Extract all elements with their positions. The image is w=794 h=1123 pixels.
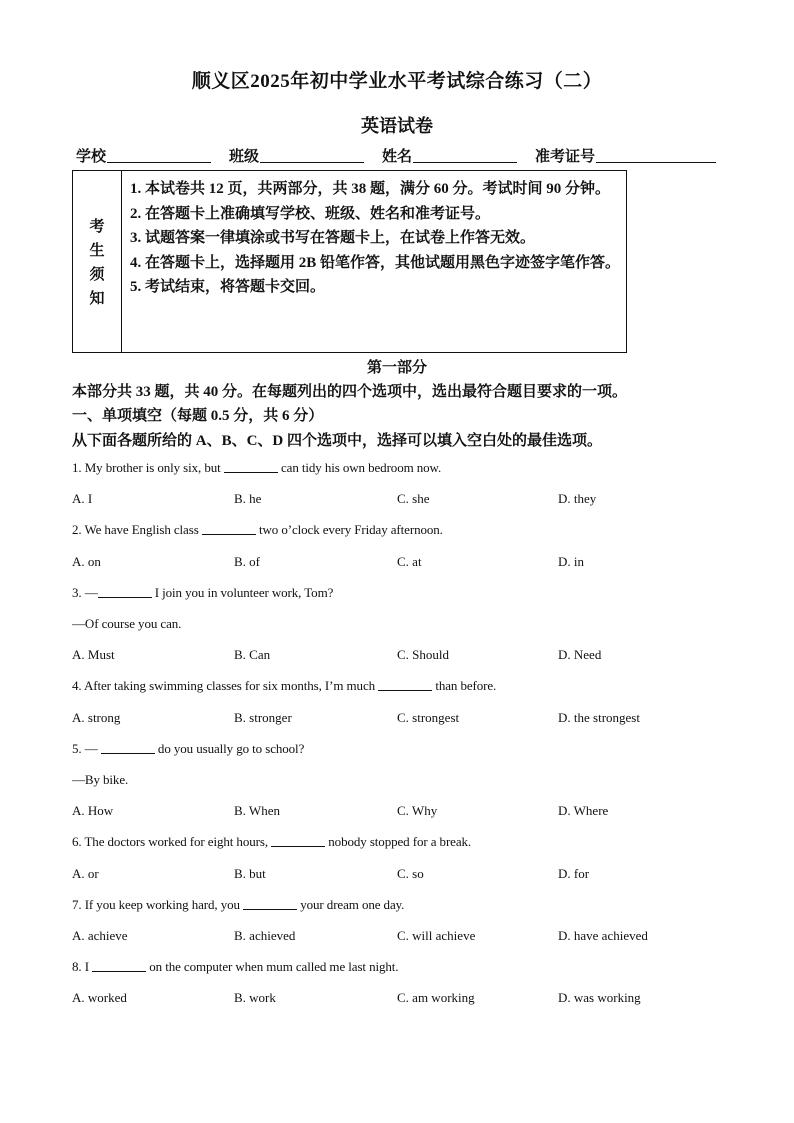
answer-option[interactable]: A. worked [72, 990, 127, 1006]
answer-option[interactable]: A. I [72, 491, 93, 507]
answer-blank [92, 959, 146, 972]
answer-option[interactable]: D. for [558, 865, 590, 881]
student-info-row [76, 145, 726, 167]
answer-blank [224, 460, 278, 473]
question-text: your dream one day. [297, 896, 405, 912]
question-text: 8. I [72, 959, 93, 975]
question-stem [72, 522, 443, 538]
question-text: nobody stopped for a break. [325, 834, 472, 850]
notice-list [130, 177, 622, 300]
part-title: 第一部分 [366, 360, 427, 376]
class-field[interactable] [229, 145, 364, 166]
question-stem [72, 959, 398, 975]
school-blank[interactable] [107, 146, 211, 163]
section-heading: 一、单项填空（每题 0.5 分，共 6 分） [72, 408, 324, 424]
question-text: on the computer when mum called me last night. [146, 959, 399, 975]
answer-option[interactable]: B. he [234, 491, 262, 507]
question-stem [72, 678, 496, 694]
question-text: do you usually go to school? [154, 740, 305, 756]
question-stem [72, 897, 404, 913]
answer-option[interactable]: C. strongest [397, 709, 460, 725]
question-reply [72, 772, 128, 788]
section-instruction: 从下面各题所给的 A、B、C、D 四个选项中，选择可以填入空白处的最佳选项。 [72, 433, 603, 449]
notice-box [72, 170, 627, 353]
notice-heading-char: 生 [89, 243, 105, 259]
notice-item: 3. 试题答案一律填涂或书写在答题卡上，在试卷上作答无效。 [130, 230, 536, 247]
question-stem [72, 741, 304, 757]
answer-option[interactable]: B. of [234, 553, 260, 569]
question-stem [72, 460, 441, 476]
class-blank[interactable] [260, 146, 364, 163]
school-label: 学校 [76, 149, 107, 165]
answer-option[interactable]: A. Must [72, 647, 115, 663]
answer-option[interactable]: C. will achieve [397, 928, 476, 943]
answer-option[interactable]: C. she [397, 491, 430, 507]
answer-option[interactable]: B. but [234, 865, 266, 881]
question-text: —Of course you can. [72, 616, 182, 631]
class-label: 班级 [229, 149, 260, 165]
answer-option[interactable]: A. achieve [72, 928, 128, 943]
answer-option[interactable]: D. Need [558, 647, 602, 663]
answer-blank [202, 522, 256, 535]
notice-item: 5. 考试结束，将答题卡交回。 [130, 279, 326, 296]
name-field[interactable] [382, 145, 517, 166]
answer-option[interactable]: C. at [397, 553, 422, 569]
answer-option[interactable]: B. stronger [234, 709, 292, 725]
answer-option[interactable]: B. work [234, 990, 276, 1006]
question-text: 4. After taking swimming classes for six months, I’m much [72, 678, 379, 694]
exam-number-field[interactable] [535, 145, 716, 166]
exam-number-label: 准考证号 [535, 149, 596, 165]
notice-heading [73, 171, 122, 352]
answer-blank [243, 897, 297, 910]
notice-item: 4. 在答题卡上，选择题用 2B 铅笔作答，其他试题用黑色字迹签字笔作答。 [130, 254, 621, 271]
exam-title: 顺义区2025年初中学业水平考试综合练习（二） [191, 71, 603, 92]
answer-option[interactable]: A. on [72, 553, 101, 569]
question-stem [72, 585, 333, 601]
answer-blank [98, 585, 152, 598]
question-text: I join you in volunteer work, Tom? [151, 584, 334, 600]
answer-option[interactable]: D. have achieved [558, 928, 648, 943]
question-text: two o’clock every Friday afternoon. [255, 522, 443, 538]
question-text: 1. My brother is only six, but [72, 460, 224, 475]
name-label: 姓名 [382, 149, 413, 165]
question-text: 2. We have English class [72, 522, 202, 538]
school-field[interactable] [76, 145, 211, 166]
answer-option[interactable]: A. How [72, 803, 114, 819]
question-text: 7. If you keep working hard, you [72, 896, 244, 912]
answer-option[interactable]: D. they [558, 491, 597, 507]
answer-option[interactable]: C. Should [397, 647, 450, 663]
question-text: 5. — [72, 740, 101, 756]
answer-option[interactable]: A. or [72, 865, 99, 881]
question-text: —By bike. [72, 772, 129, 787]
exam-subtitle: 英语试卷 [361, 116, 433, 136]
answer-option[interactable]: D. was working [558, 990, 641, 1006]
notice-item: 2. 在答题卡上准确填写学校、班级、姓名和准考证号。 [130, 205, 491, 222]
question-text: 6. The doctors worked for eight hours, [72, 834, 272, 850]
question-text: 3. — [72, 584, 98, 600]
answer-option[interactable]: D. in [558, 553, 584, 569]
answer-blank [101, 741, 155, 754]
question-stem [72, 834, 471, 850]
answer-blank [271, 834, 325, 847]
answer-blank [378, 678, 432, 691]
answer-option[interactable]: C. Why [397, 803, 438, 819]
question-text: than before. [432, 678, 497, 694]
name-blank[interactable] [413, 146, 517, 163]
answer-option[interactable]: D. Where [558, 803, 609, 819]
notice-heading-char: 知 [89, 291, 105, 307]
part-intro: 本部分共 33 题，共 40 分。在每题列出的四个选项中，选出最符合题目要求的一项。 [72, 384, 628, 400]
answer-option[interactable]: D. the strongest [558, 709, 640, 725]
notice-heading-char: 考 [89, 219, 105, 235]
answer-option[interactable]: B. When [234, 803, 280, 819]
exam-number-blank[interactable] [596, 146, 716, 163]
notice-heading-char: 须 [89, 267, 105, 283]
answer-option[interactable]: C. am working [397, 990, 475, 1006]
answer-option[interactable]: C. so [397, 865, 424, 881]
question-text: can tidy his own bedroom now. [277, 460, 442, 475]
answer-option[interactable]: B. Can [234, 647, 271, 663]
notice-item: 1. 本试卷共 12 页，共两部分，共 38 题，满分 60 分。考试时间 90 分钟。 [130, 181, 611, 197]
answer-option[interactable]: B. achieved [234, 928, 296, 943]
question-reply [72, 616, 181, 632]
answer-option[interactable]: A. strong [72, 709, 121, 725]
